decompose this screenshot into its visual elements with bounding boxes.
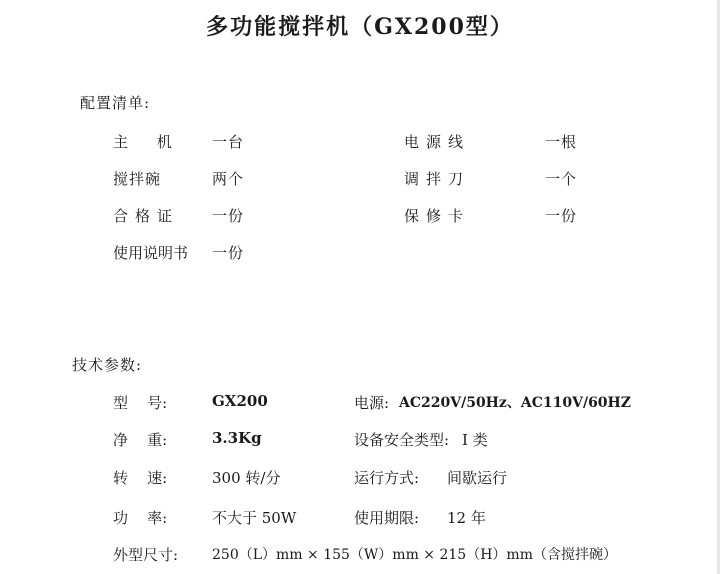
config-item-name: 使用说明书 bbox=[113, 244, 189, 262]
config-item-qty: 一份 bbox=[545, 207, 578, 225]
size-label: 外型尺寸: bbox=[113, 546, 179, 564]
tech-heading: 技术参数: bbox=[72, 356, 143, 374]
config-item-qty: 两个 bbox=[212, 170, 245, 188]
config-item-qty: 一份 bbox=[212, 244, 245, 262]
weight-label: 净 重: bbox=[113, 431, 168, 449]
config-item-qty: 一根 bbox=[545, 133, 578, 151]
config-item-name: 主 机 bbox=[113, 133, 184, 151]
weight-value: 3.3Kg bbox=[212, 429, 262, 447]
speed-label: 转 速: bbox=[113, 469, 168, 487]
model-value: GX200 bbox=[212, 392, 268, 410]
config-item-qty: 一台 bbox=[212, 133, 245, 151]
wattage-value: 不大于 50W bbox=[212, 509, 297, 527]
size-value: 250（L）mm × 155（W）mm × 215（H）mm（含搅拌碗） bbox=[212, 547, 617, 563]
safety-value: I 类 bbox=[462, 431, 488, 449]
page-title: 多功能搅拌机（GX200型） bbox=[206, 14, 514, 40]
config-item-name: 保修卡 bbox=[404, 207, 471, 225]
safety-label: 设备安全类型: bbox=[354, 431, 450, 449]
life-label: 使用期限: bbox=[354, 509, 420, 527]
config-heading: 配置清单: bbox=[80, 94, 151, 112]
life-value: 12 年 bbox=[447, 509, 486, 527]
mode-label: 运行方式: bbox=[354, 469, 420, 487]
power-value: AC220V/50Hz、AC110V/60HZ bbox=[399, 395, 631, 411]
model-label: 型 号: bbox=[113, 394, 168, 412]
wattage-label: 功 率: bbox=[113, 509, 168, 527]
config-item-name: 调拌刀 bbox=[404, 170, 471, 188]
config-item-name: 电源线 bbox=[404, 133, 471, 151]
mode-value: 间歇运行 bbox=[447, 469, 508, 487]
power-label: 电源: bbox=[354, 394, 390, 412]
speed-value: 300 转/分 bbox=[212, 469, 281, 487]
config-item-qty: 一个 bbox=[545, 170, 578, 188]
config-item-name: 合格证 bbox=[113, 207, 180, 225]
config-item-qty: 一份 bbox=[212, 207, 245, 225]
config-item-name: 搅拌碗 bbox=[113, 170, 162, 188]
